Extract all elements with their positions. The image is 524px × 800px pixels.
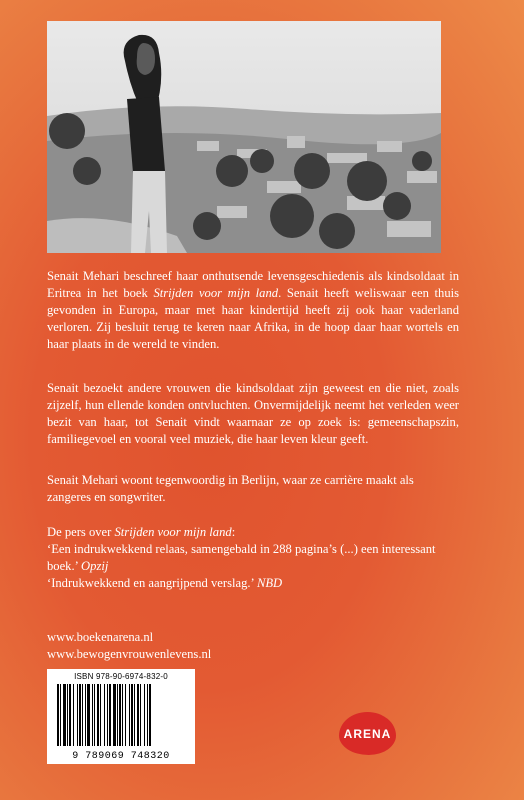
website-links [47, 629, 211, 663]
description-paragraph-2: Senait bezoekt andere vrouwen die kindsoldaat zijn geweest en die niet, zoals zijzelf, hun ellende konden ontvluchten. Onvermijdelijk neemt het verleden weer bezit van haar, tot Senait vindt waarnaar ze op zoek is: gemeenschapszin, familiegevoel en vooral veel muziek, die haar leven kleur geeft. [47, 381, 459, 446]
barcode-bar [69, 684, 71, 746]
website-link-bewogenvrouwenlevens[interactable]: www.bewogenvrouwenlevens.nl [47, 647, 212, 661]
barcode-bar [144, 684, 145, 746]
barcode-bar [149, 684, 151, 746]
barcode-bar [125, 684, 126, 746]
cover-photo [47, 21, 441, 253]
barcode-bar [113, 684, 116, 746]
barcode-bar [85, 684, 86, 746]
barcode-bar [104, 684, 105, 746]
website-link-boekenarena[interactable]: www.boekenarena.nl [47, 630, 154, 644]
barcode-bar [94, 684, 95, 746]
barcode-bars [57, 684, 185, 746]
barcode-bar [79, 684, 81, 746]
description-paragraph-3: Senait Mehari woont tegenwoordig in Berlijn, waar ze carrière maakt als zangeres en songwriter. [47, 473, 414, 504]
barcode-bar [60, 684, 61, 746]
barcode-bar [97, 684, 99, 746]
barcode-bar [117, 684, 118, 746]
barcode-bar [92, 684, 93, 746]
barcode-bar [140, 684, 141, 746]
isbn-number: ISBN 978-90-6974-832-0 [74, 672, 168, 681]
press-quotes: De pers over Strijden voor mijn land: ‘Een indrukwekkend relaas, samengebald in 288 pagina’s (...) een interessant boek.’ Opzij ‘Indrukwekkend en aangrijpend verslag.’ NBD [47, 525, 436, 590]
barcode-bar [82, 684, 83, 746]
arena-logo [339, 712, 396, 755]
barcode-bar [73, 684, 74, 746]
barcode-bar [122, 684, 123, 746]
barcode-bar [134, 684, 135, 746]
barcode-bar [87, 684, 90, 746]
barcode-bar [147, 684, 148, 746]
barcode-bar [63, 684, 66, 746]
barcode-bar [119, 684, 121, 746]
barcode-bar [77, 684, 78, 746]
ean-number: 9 789069 748320 [72, 751, 170, 762]
barcode-bar [107, 684, 108, 746]
barcode-bar [67, 684, 68, 746]
description-paragraph-1: Senait Mehari beschreef haar onthutsende levensgeschiedenis als kindsoldaat in Eritrea in het boek Strijden voor mijn land. Senait heeft weliswaar een thuis gevonden in Europa, maar met haar kindertijd heeft zij ook haar vaderland verloren. Zij besluit terug te keren naar Afrika, in de hoop daar haar wortels en haar plaats in de wereld te vinden. [47, 269, 460, 351]
barcode-bar [137, 684, 139, 746]
barcode-bar [100, 684, 101, 746]
barcode-bar [129, 684, 130, 746]
barcode-bar [57, 684, 59, 746]
barcode-bar [131, 684, 133, 746]
isbn-barcode [47, 669, 195, 764]
arena-logo-text: ARENA [343, 726, 392, 741]
barcode-bar [109, 684, 111, 746]
